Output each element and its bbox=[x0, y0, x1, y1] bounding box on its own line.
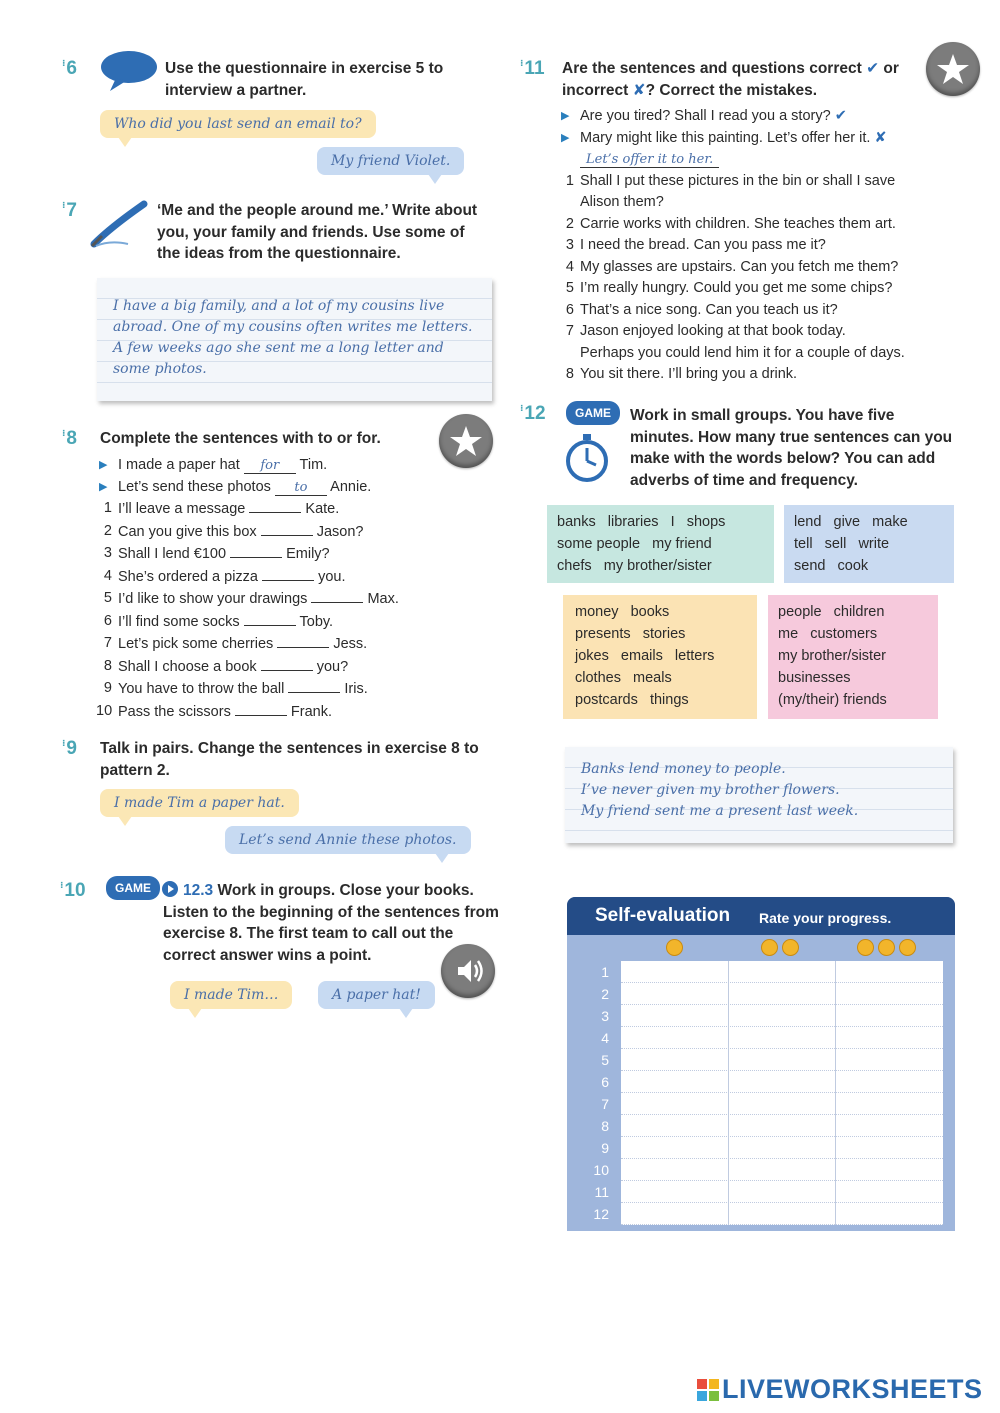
smiley-icon bbox=[666, 939, 683, 956]
example-sentence: ▶ I made a paper hat for Tim. bbox=[96, 455, 456, 477]
pen-icon bbox=[88, 200, 148, 248]
list-item: 2 Can you give this box Jason? bbox=[103, 522, 364, 540]
list-item: 5 I’m really hungry. Could you get me some chips? bbox=[565, 280, 893, 296]
rating-two-smiley bbox=[759, 939, 801, 961]
word-row: presents stories bbox=[575, 626, 686, 642]
arrow-icon: ▶ bbox=[99, 459, 108, 471]
list-item: 8 You sit there. I’ll bring you a drink. bbox=[565, 366, 798, 382]
self-evaluation-header bbox=[567, 897, 955, 935]
exercise-6-instruction: Use the questionnaire in exercise 5 to interview a partner. bbox=[165, 60, 444, 99]
exercise-9-bubble-2 bbox=[225, 826, 471, 854]
list-item: 6 I’ll find some socks Toby. bbox=[103, 612, 334, 630]
exercise-8-number: ⁝ 8 bbox=[62, 428, 77, 449]
word-row: me customers bbox=[778, 626, 878, 642]
answer-blank: to bbox=[275, 481, 327, 496]
list-item: 9 You have to throw the ball Iris. bbox=[103, 680, 368, 697]
exercise-10-bubble-1 bbox=[170, 981, 292, 1009]
word-row: banks libraries I shops bbox=[557, 514, 726, 530]
exercise-11-instruction: Are the sentences and questions correct ✔ or incorrect ✘? Correct the mistakes. bbox=[562, 60, 899, 99]
answer-blank: for bbox=[244, 459, 296, 474]
exercise-7-sample-text: I have a big family, and a lot of my cousins live abroad. One of my cousins often writes me letters. A few weeks ago she sent me a long letter and some photos. bbox=[113, 298, 473, 377]
self-evaluation-panel bbox=[567, 897, 955, 1231]
correction-line bbox=[558, 149, 958, 171]
star-icon bbox=[926, 42, 980, 96]
word-box-people bbox=[768, 595, 938, 719]
track-number: 12.3 bbox=[183, 882, 214, 899]
answer-input[interactable] bbox=[244, 611, 296, 626]
bubble-text: My friend Violet. bbox=[331, 153, 451, 169]
list-item: 7 Let’s pick some cherries Jess. bbox=[103, 635, 368, 652]
list-item: 3 Shall I lend €100 Emily? bbox=[103, 545, 330, 562]
answer-input[interactable] bbox=[311, 588, 363, 603]
list-item: 6 That’s a nice song. Can you teach us it? bbox=[565, 301, 838, 318]
list-item-continued: Alison them? bbox=[580, 194, 664, 210]
smiley-icon bbox=[761, 939, 778, 956]
exercise-10-bubble-2 bbox=[318, 981, 435, 1009]
game-badge: GAME bbox=[106, 876, 160, 900]
list-item: 10 Pass the scissors Frank. bbox=[96, 702, 332, 720]
exercise-6-number: ⁝ 6 bbox=[62, 58, 77, 79]
self-evaluation-subtitle: Rate your progress. bbox=[759, 910, 892, 926]
bubble-text: A paper hat! bbox=[332, 987, 421, 1003]
bubble-text: I made Tim… bbox=[184, 987, 279, 1003]
exercise-9-number: ⁝ 9 bbox=[62, 738, 77, 759]
word-box-things bbox=[563, 595, 757, 719]
word-row: tell sell write bbox=[794, 536, 890, 552]
exercise-12-instruction: Work in small groups. You have five minutes. How many true sentences can you make with the words below? You can add adverbs of time and frequency. bbox=[630, 407, 953, 489]
bubble-text: I made Tim a paper hat. bbox=[114, 795, 285, 811]
list-item: 2 Carrie works with children. She teaches them art. bbox=[565, 215, 896, 232]
check-icon: ✔ bbox=[834, 108, 847, 124]
list-item: 5 I’d like to show your drawings Max. bbox=[103, 590, 399, 607]
word-row: some people my friend bbox=[557, 536, 712, 552]
smiley-icon bbox=[857, 939, 874, 956]
example-lines bbox=[565, 747, 953, 834]
word-row: send cook bbox=[794, 558, 869, 574]
word-row: chefs my brother/sister bbox=[557, 558, 712, 574]
rating-one-smiley bbox=[664, 939, 685, 961]
smiley-icon bbox=[899, 939, 916, 956]
exercise-7-writing-paper bbox=[97, 278, 492, 401]
row-numbers: 1 2 3 4 5 6 7 8 9 10 11 12 bbox=[593, 964, 609, 1222]
answer-input[interactable] bbox=[261, 521, 313, 536]
list-item-continued: Perhaps you could lend him it for a couple of days. bbox=[580, 344, 905, 361]
self-evaluation-title: Self-evaluation bbox=[595, 905, 731, 926]
cross-icon: ✘ bbox=[632, 81, 646, 99]
smiley-icon bbox=[878, 939, 895, 956]
example-sentence: ▶ Are you tired? Shall I read you a story? ✔ bbox=[558, 106, 958, 128]
game-badge: GAME bbox=[566, 401, 620, 425]
arrow-icon: ▶ bbox=[561, 131, 570, 144]
stopwatch-icon bbox=[564, 432, 610, 484]
word-row: my brother/sister bbox=[778, 648, 886, 664]
list-item: 4 My glasses are upstairs. Can you fetch me them? bbox=[565, 258, 899, 275]
check-icon: ✔ bbox=[866, 60, 880, 77]
example-line: My friend sent me a present last week. bbox=[581, 803, 859, 819]
correction-text: Let’s offer it to her. bbox=[580, 152, 719, 168]
exercise-9-bubble-1 bbox=[100, 789, 299, 817]
list-item: 1 I’ll leave a message Kate. bbox=[103, 500, 340, 517]
answer-input[interactable] bbox=[230, 543, 282, 558]
word-row: postcards things bbox=[575, 692, 689, 708]
example-line: Banks lend money to people. bbox=[581, 761, 786, 777]
exercise-12-example-paper bbox=[565, 747, 953, 843]
list-item: 4 She’s ordered a pizza you. bbox=[103, 567, 346, 585]
answer-input[interactable] bbox=[288, 678, 340, 693]
exercise-7-number: ⁝ 7 bbox=[62, 200, 77, 221]
exercise-8-instruction: Complete the sentences with to or for. bbox=[100, 430, 381, 447]
answer-input[interactable] bbox=[277, 633, 329, 648]
speech-bubble-icon bbox=[100, 50, 158, 92]
answer-input[interactable] bbox=[235, 701, 287, 716]
answer-input[interactable] bbox=[249, 498, 301, 513]
arrow-icon: ▶ bbox=[561, 110, 570, 122]
word-box-verbs bbox=[784, 505, 954, 583]
list-item: 3 I need the bread. Can you pass me it? bbox=[565, 237, 826, 253]
answer-input[interactable] bbox=[262, 566, 314, 581]
word-row: businesses bbox=[778, 670, 851, 686]
exercise-8-list bbox=[96, 455, 456, 723]
list-item: 1 Shall I put these pictures in the bin or shall I save bbox=[565, 172, 896, 189]
example-sentence: ▶ Let’s send these photos to Annie. bbox=[96, 477, 456, 499]
exercise-6-question-bubble bbox=[100, 110, 376, 138]
rating-three-smiley bbox=[855, 939, 918, 961]
liveworksheets-brand[interactable]: LIVEWORKSHEETS bbox=[722, 1374, 983, 1404]
rating-grid[interactable] bbox=[621, 961, 943, 1225]
exercise-11-number: ⁝ 11 bbox=[520, 58, 545, 79]
audio-play-button[interactable] bbox=[441, 944, 495, 998]
exercise-11-list bbox=[558, 106, 958, 386]
exercise-7-instruction: ‘Me and the people around me.’ Write about you, your family and friends. Use some of the ideas from the questionnaire. bbox=[157, 202, 478, 262]
liveworksheets-logo-icon bbox=[697, 1379, 719, 1401]
cross-icon: ✘ bbox=[874, 129, 887, 146]
answer-input[interactable] bbox=[261, 656, 313, 671]
word-row: money books bbox=[575, 604, 670, 620]
exercise-6-answer-bubble bbox=[317, 147, 464, 175]
example-sentence: ▶ Mary might like this painting. Let’s offer her it. ✘ bbox=[558, 128, 958, 150]
arrow-icon: ▶ bbox=[99, 480, 108, 493]
word-row: lend give make bbox=[794, 514, 908, 530]
speaker-icon bbox=[441, 944, 495, 998]
smiley-icon bbox=[782, 939, 799, 956]
word-row: clothes meals bbox=[575, 670, 672, 686]
bubble-text: Let’s send Annie these photos. bbox=[239, 832, 457, 848]
list-item: 7 Jason enjoyed looking at that book today. bbox=[565, 323, 846, 339]
list-item: 8 Shall I choose a book you? bbox=[103, 657, 349, 675]
exercise-12-number: ⁝ 12 bbox=[520, 403, 546, 424]
exercise-10-number: ⁝ 10 bbox=[60, 880, 86, 901]
word-box-subjects bbox=[547, 505, 774, 583]
bubble-text: Who did you last send an email to? bbox=[114, 116, 362, 132]
instruction-text: Work in groups. Close your books. Listen to the beginning of the sentences from exercise 8. The first team to call out the correct answer wins a point. bbox=[163, 882, 499, 964]
example-line: I’ve never given my brother flowers. bbox=[581, 782, 840, 798]
exercise-9-instruction: Talk in pairs. Change the sentences in exercise 8 to pattern 2. bbox=[100, 740, 479, 779]
word-row: people children bbox=[778, 604, 885, 620]
word-row: (my/their) friends bbox=[778, 692, 887, 708]
word-row: jokes emails letters bbox=[575, 648, 715, 664]
